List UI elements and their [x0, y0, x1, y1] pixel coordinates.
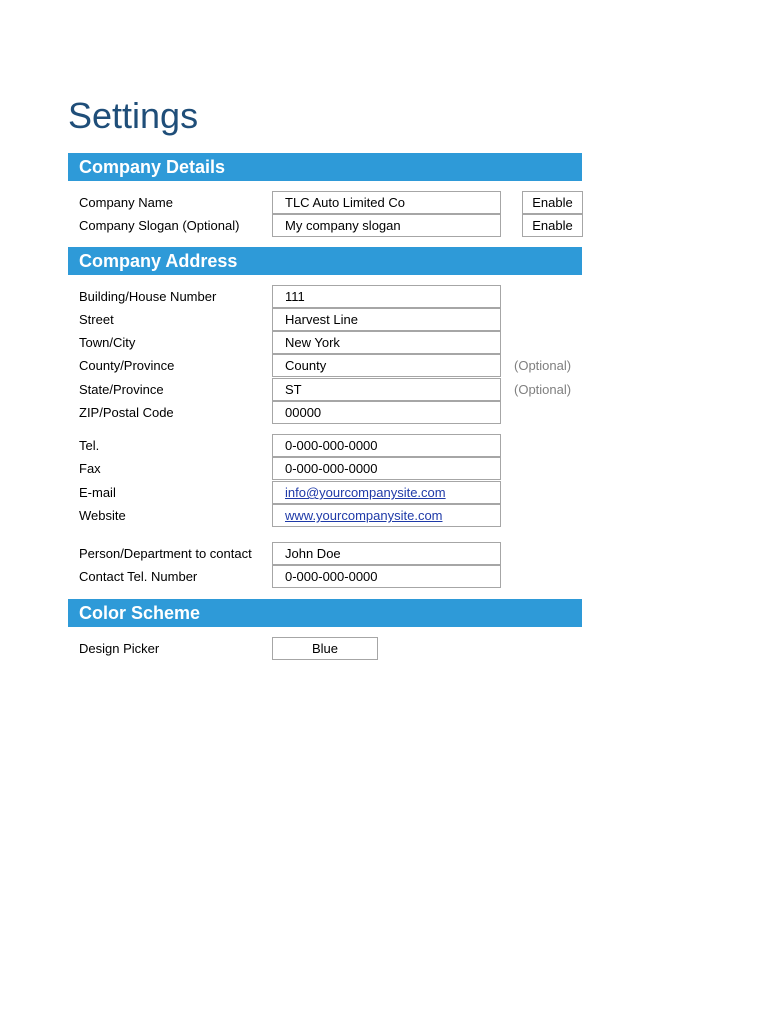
contact-person-label: Person/Department to contact — [79, 546, 252, 561]
contact-person-field[interactable]: John Doe — [272, 542, 501, 565]
design-picker-label: Design Picker — [79, 641, 160, 656]
website-label: Website — [79, 508, 126, 523]
tel-label: Tel. — [79, 438, 100, 453]
state-province-label: State/Province — [79, 382, 164, 397]
county-province-field[interactable]: County — [272, 354, 501, 377]
fax-field[interactable]: 0-000-000-0000 — [272, 457, 501, 480]
company-name-enable-button[interactable]: Enable — [522, 191, 583, 214]
website-link[interactable]: www.yourcompanysite.com — [272, 504, 501, 527]
fax-label: Fax — [79, 461, 101, 476]
company-slogan-label: Company Slogan (Optional) — [79, 218, 240, 233]
town-city-label: Town/City — [79, 335, 136, 350]
design-picker-select[interactable]: Blue — [272, 637, 378, 660]
state-province-field[interactable]: ST — [272, 378, 501, 401]
company-slogan-field[interactable]: My company slogan — [272, 214, 501, 237]
tel-field[interactable]: 0-000-000-0000 — [272, 434, 501, 457]
email-label: E-mail — [79, 485, 116, 500]
page-title: Settings — [68, 95, 199, 136]
company-name-label: Company Name — [79, 195, 173, 210]
color-scheme-header: Color Scheme — [68, 599, 582, 627]
county-province-label: County/Province — [79, 358, 175, 373]
street-field[interactable]: Harvest Line — [272, 308, 501, 331]
company-name-field[interactable]: TLC Auto Limited Co — [272, 191, 501, 214]
state-optional-note: (Optional) — [514, 382, 572, 397]
company-address-header: Company Address — [68, 247, 582, 275]
zip-postal-code-label: ZIP/Postal Code — [79, 405, 174, 420]
contact-tel-field[interactable]: 0-000-000-0000 — [272, 565, 501, 588]
town-city-field[interactable]: New York — [272, 331, 501, 354]
building-number-label: Building/House Number — [79, 289, 217, 304]
street-label: Street — [79, 312, 114, 327]
building-number-field[interactable]: 111 — [272, 285, 501, 308]
county-optional-note: (Optional) — [514, 358, 572, 373]
contact-tel-label: Contact Tel. Number — [79, 569, 198, 584]
company-slogan-enable-button[interactable]: Enable — [522, 214, 583, 237]
zip-postal-code-field[interactable]: 00000 — [272, 401, 501, 424]
email-link[interactable]: info@yourcompanysite.com — [272, 481, 501, 504]
company-details-header: Company Details — [68, 153, 582, 181]
